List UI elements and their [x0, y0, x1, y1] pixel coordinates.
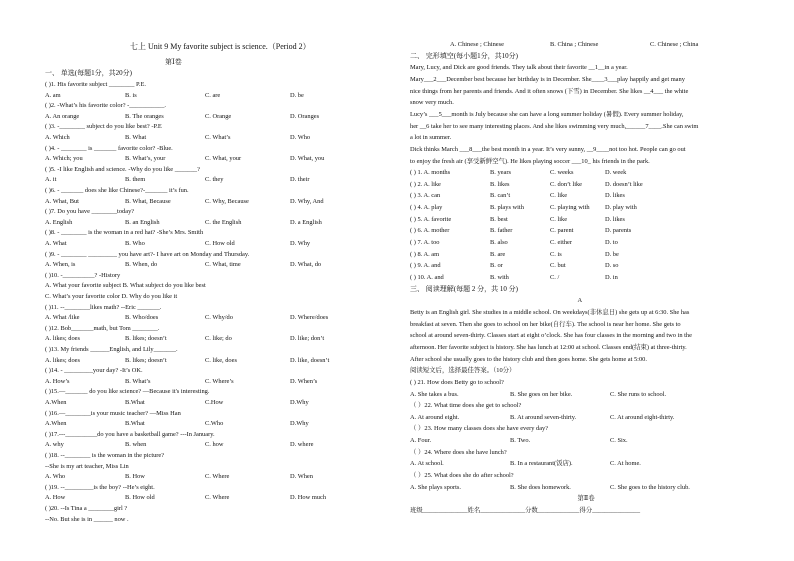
answer-option: B. How old	[125, 494, 155, 502]
answer-option: B. What	[125, 134, 147, 141]
answer-option: A. Who	[45, 473, 66, 481]
question-text: ( )12. Bob_______math, but Tom ________.	[45, 324, 160, 332]
question-text: ( )4. - ________ is _______ favorite color? -Blue.	[45, 144, 173, 152]
answer-option: C. like, does	[205, 356, 237, 364]
answer-option: D. to	[605, 239, 618, 247]
answer-option: A. English	[45, 218, 73, 226]
question-text: to enjoy the fresh air (享受新鲜空气). He likes playing soccer ___10_ his friends in the park.	[410, 157, 650, 165]
question-text: ( )2. -What’s his favorite color? -___________.	[45, 102, 167, 110]
answer-option: D. doesn’t like	[605, 180, 643, 188]
answer-option: D.Why	[290, 399, 309, 406]
answer-option: ( ) 4. A. play	[410, 204, 443, 212]
answer-option: C. At home.	[610, 460, 641, 468]
question-text: ( )10. -__________? -History	[45, 271, 121, 279]
answer-option: C. She goes to the history club.	[610, 483, 690, 491]
answer-option: B. She does homework.	[510, 483, 571, 491]
answer-option: A. How	[45, 494, 66, 502]
question-text: ( ) 21. How does Betty go to school?	[410, 378, 504, 386]
question-text: After school she usually goes to the history club and then goes home. She gets home at 5:00.	[410, 355, 647, 363]
question-text: （ ）22. What time does she get to school?	[410, 402, 522, 410]
question-text: ( )3. -________ subject do you like best? -P.E	[45, 123, 162, 131]
answer-option: D. likes	[605, 215, 625, 223]
answer-option: B. when	[125, 441, 147, 449]
answer-option: ( ) 2. A. like	[410, 180, 441, 188]
answer-option: ( ) 1. A. months	[410, 169, 451, 177]
answer-option: B. with	[490, 274, 509, 281]
answer-option: B. China ; Chinese	[550, 41, 599, 48]
answer-option: ( ) 10. A. and	[410, 274, 444, 281]
answer-option: B.What	[125, 420, 145, 428]
answer-option: A. How’s	[45, 377, 70, 385]
question-text: ( )13. My friends ______English, and Lily_______.	[45, 346, 178, 353]
answer-option: D. be	[290, 91, 304, 99]
question-text: ( )20. --Is Tina a ________girl ?	[45, 505, 128, 512]
answer-option: A. am	[45, 91, 61, 99]
answer-option: D. a English	[290, 218, 322, 226]
answer-option: ( ) 8. A. am	[410, 250, 440, 258]
question-text: A	[577, 297, 583, 305]
answer-option: A. Which; you	[45, 155, 83, 163]
answer-option: B. likes	[490, 180, 510, 188]
question-text: Mary, Lucy, and Dick are good friends. They talk about their favorite __1__in a year.	[410, 64, 628, 72]
answer-option: B. likes; doesn’t	[125, 356, 167, 364]
volume-one-heading: 第Ⅰ卷	[165, 58, 182, 66]
answer-option: C.How	[205, 399, 224, 406]
answer-option: C. How old	[205, 240, 235, 247]
question-text: （ ）24. Where does she have lunch?	[410, 448, 507, 456]
answer-option: A. Four.	[410, 437, 432, 445]
answer-option: B. is	[125, 91, 137, 99]
question-text: breakfast at seven. Then she goes to school on her bike(自行车). The school is near her home. She gets to	[410, 320, 681, 328]
answer-option: B. What, Because	[125, 197, 171, 205]
answer-option: A. why	[45, 441, 64, 449]
answer-option: A. What, But	[45, 197, 79, 205]
answer-option: D. be	[605, 250, 619, 258]
section-heading: 二、 完形填空(每小题1分，共10分)	[410, 51, 518, 60]
answer-option: C. /	[550, 274, 560, 281]
answer-option: B. can’t	[490, 192, 511, 200]
question-text: A. What your favorite subject B. What subject do you like best	[45, 282, 206, 290]
answer-option: D. in	[605, 274, 618, 281]
answer-option: D. Where/does	[290, 314, 329, 322]
question-text: ( )6. - _______ does she like Chinese?-_______ it’s fun.	[45, 187, 189, 194]
answer-option: B. Who	[125, 240, 145, 247]
question-text: snow very much.	[410, 99, 454, 107]
question-text: Mary___2___December best because her birthday is in December. She____3___play happily and get many	[410, 75, 685, 83]
answer-option: C. Chinese ; China	[650, 41, 699, 48]
answer-option: D. When’s	[290, 377, 318, 385]
answer-option: D. Oranges	[290, 112, 320, 120]
answer-option: D. parents	[605, 227, 632, 235]
answer-option: A. At around eight.	[410, 413, 460, 421]
answer-option: D. likes	[605, 192, 625, 200]
answer-option: D. Why	[290, 240, 311, 247]
question-text: Lucy’s ___5___month is July because she can have a long summer holiday (暑假). Every summer holiday,	[410, 110, 684, 118]
answer-option: B. In a restaurant(饭店).	[510, 460, 573, 468]
answer-option: C. At around eight-thirty.	[610, 413, 675, 421]
answer-option: D. play with	[605, 204, 637, 212]
answer-option: B. likes; doesn’t	[125, 335, 167, 343]
answer-option: A. Chinese ; Chinese	[450, 41, 504, 48]
answer-option: A. What	[45, 240, 67, 247]
answer-option: B. At around seven-thirty.	[510, 413, 577, 421]
paper-title: 七上 Unit 9 My favorite subject is science.（Period 2）	[130, 42, 311, 51]
section-one-heading: 一、 单选(每题1分，共20分)	[45, 69, 132, 77]
answer-option: A. What /like	[45, 314, 80, 322]
answer-option: D. where	[290, 441, 314, 449]
question-text: afternoon. Her favorite subject is history. She has lunch at 12:00 at school. Classes end(结束) at three-thirty.	[410, 343, 687, 351]
question-text: ( )14. - _________your day? -It’s OK.	[45, 367, 143, 375]
answer-option: A. She plays sports.	[410, 483, 461, 491]
answer-option: D. so	[605, 262, 619, 270]
answer-option: B. The oranges	[125, 112, 164, 120]
right-column	[410, 0, 755, 561]
answer-option: C. don’t like	[550, 180, 583, 188]
answer-option: C. She runs to school.	[610, 390, 667, 398]
question-text: Betty is an English girl. She studies in a middle school. On weekdays(非休息日) she gets up at 6:30. She has	[410, 308, 690, 316]
answer-option: A.When	[45, 420, 67, 428]
answer-option: B. also	[490, 239, 508, 247]
answer-option: B. What’s, your	[125, 155, 166, 163]
question-text: ( )9. - ________ _________ you have art?- I have art on Monday and Thursday.	[45, 250, 250, 258]
answer-option: D. week	[605, 169, 627, 177]
answer-option: C. Why/do	[205, 314, 233, 322]
answer-option: B. are	[490, 250, 506, 258]
question-text: a lot in summer.	[410, 134, 452, 142]
answer-option: C. like	[550, 215, 568, 223]
answer-option: C. Why, Because	[205, 197, 249, 205]
answer-option: ( ) 6. A. mother	[410, 227, 450, 235]
answer-option: C. Where’s	[205, 377, 234, 385]
question-text: ( )8. - ________ is the woman in a red hat? -She’s Mrs. Smith	[45, 229, 204, 237]
question-text: ( )7. Do you have ________today?	[45, 208, 135, 216]
answer-option: C.Who	[205, 420, 224, 428]
question-text: 阅读短文后，选择最佳答案。（10分）	[410, 367, 516, 375]
answer-option: B. or	[490, 262, 503, 270]
question-text: nice things from her parents and friends. And it often snows (下雪) in December. She likes __4___ the white	[410, 87, 689, 95]
question-text: Dick thinks March ___8___the best month in a year. It’s very sunny, __9____not too hot. People can go out	[410, 145, 686, 153]
answer-option: C. weeks	[550, 169, 574, 177]
answer-option: C. like; do	[205, 335, 232, 343]
answer-option: A. Which	[45, 134, 70, 141]
answer-option: B. them	[125, 176, 146, 184]
question-text: ( )11. --________likes math? --Eric _______.	[45, 303, 162, 311]
answer-option: A.When	[45, 399, 67, 406]
question-text: C. What’s your favorite color D. Why do you like it	[45, 293, 178, 300]
question-text: ( )15.—_______ do you like science? —Because it's interesting.	[45, 388, 210, 396]
answer-option: C. like	[550, 192, 568, 200]
section-heading: 三、 阅读理解(每题 2 分，共 10 分)	[410, 284, 518, 293]
answer-option: B. When, do	[125, 261, 158, 269]
answer-option: D. Why, And	[290, 197, 324, 205]
answer-option: C. the English	[205, 218, 242, 226]
answer-option: C. What, time	[205, 261, 241, 269]
question-text: ( )16.—________is your music teacher? —Miss Han	[45, 409, 181, 417]
answer-option: B. What’s	[125, 377, 151, 385]
answer-option: C. What’s	[205, 134, 231, 141]
question-text: 班级______________姓名______________分数_____________得分_______________	[410, 507, 641, 514]
answer-option: A. likes; does	[45, 335, 80, 343]
answer-option: B. plays with	[490, 204, 524, 212]
question-text: （ ）25. What does she do after school?	[410, 472, 514, 480]
answer-option: C. playing with	[550, 204, 590, 212]
answer-option: B. How	[125, 473, 145, 481]
question-text: --No. But she is in ______ now .	[45, 515, 129, 523]
question-text: ( )19. --_________is the boy? --He’s eight.	[45, 483, 155, 491]
answer-option: B. an English	[125, 218, 160, 226]
answer-option: B. Who/does	[125, 314, 159, 322]
answer-option: ( ) 3. A. can	[410, 192, 441, 200]
answer-option: C. What, your	[205, 155, 242, 163]
answer-option: D. like; don’t	[290, 335, 325, 343]
answer-option: D. What, you	[290, 155, 325, 163]
answer-option: C. is	[550, 250, 562, 258]
answer-option: D.Why	[290, 420, 309, 428]
answer-option: B. Two.	[510, 437, 531, 445]
question-text: school at around seven-thirty. Classes start at eight o’clock. She has four classes in the morning and two in the	[410, 332, 692, 340]
answer-option: C. they	[205, 176, 224, 184]
answer-option: D. What, do	[290, 261, 322, 269]
answer-option: C. Six.	[610, 437, 628, 445]
question-text: --She is my art teacher, Miss Lin	[45, 462, 129, 470]
answer-option: D. How much	[290, 494, 327, 502]
answer-option: D. like, doesn’t	[290, 356, 330, 364]
question-text: her __6 take her to see many interesting places. And she likes swimming very much,______7____.She can swim	[410, 122, 699, 130]
answer-option: D. When	[290, 473, 313, 481]
answer-option: B. father	[490, 227, 513, 235]
answer-option: A. When, is	[45, 261, 76, 269]
answer-option: A. it	[45, 176, 57, 184]
answer-option: ( ) 5. A. favorite	[410, 215, 452, 223]
answer-option: A. likes; does	[45, 356, 80, 364]
question-text: ( )1. His favorite subject ________ P.E.	[45, 81, 146, 88]
answer-option: B. years	[490, 169, 511, 177]
answer-option: A. At school.	[410, 460, 444, 468]
answer-option: D. Who	[290, 134, 311, 141]
question-text: ( )18. --________ is the woman in the picture?	[45, 452, 165, 459]
answer-option: B.What	[125, 399, 145, 406]
question-text: （ ）23. How many classes does she have every day?	[410, 425, 549, 433]
left-column	[45, 0, 375, 561]
answer-option: B. best	[490, 215, 508, 223]
answer-option: C. either	[550, 239, 573, 247]
answer-option: C. but	[550, 262, 566, 270]
question-text: ( )17.---__________do you have a basketball game? ---In January.	[45, 430, 215, 438]
answer-option: C. parent	[550, 227, 574, 235]
question-text: 第Ⅱ卷	[577, 495, 595, 503]
answer-option: ( ) 7. A. too	[410, 239, 440, 247]
answer-option: D. their	[290, 176, 310, 184]
answer-option: C. are	[205, 91, 221, 99]
answer-option: A. She takes a bus.	[410, 390, 459, 398]
answer-option: C. Orange	[205, 112, 232, 120]
question-text: ( )5. -I like English and science. -Why do you like _______?	[45, 165, 200, 173]
answer-option: ( ) 9. A. and	[410, 262, 441, 270]
answer-option: A. An orange	[45, 112, 80, 120]
answer-option: C. how	[205, 441, 224, 449]
answer-option: B. She goes on her bike.	[510, 390, 573, 398]
answer-option: C. Where	[205, 473, 230, 481]
answer-option: C. Where	[205, 494, 230, 502]
